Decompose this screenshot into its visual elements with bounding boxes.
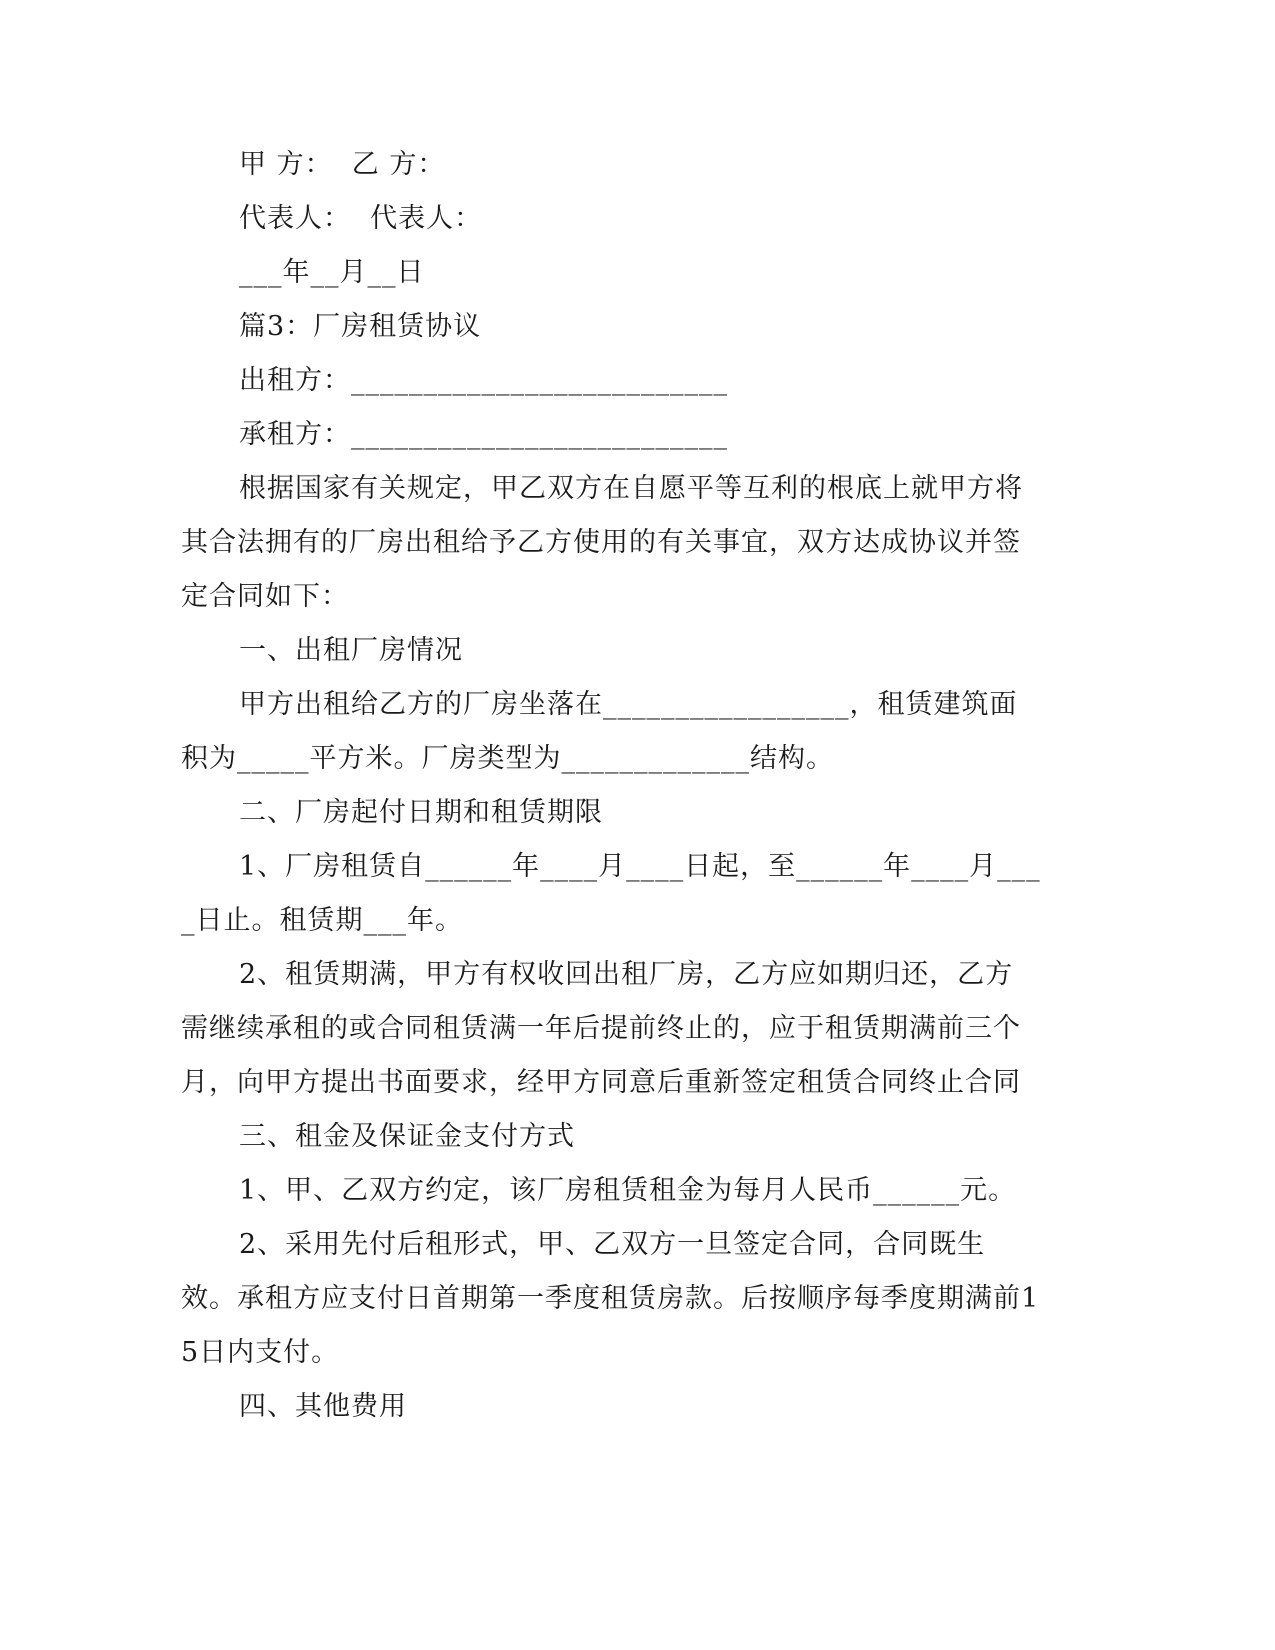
representative-line: 代表人： 代表人： <box>239 203 483 234</box>
section-2-heading: 二、厂房起付日期和租赁期限 <box>239 797 603 828</box>
intro-paragraph: 根据国家有关规定，甲乙双方在自愿平等互利的根底上就甲方将其合法拥有的厂房出租给予乙方使用的有关事宜，双方达成协议并签定合同如下： <box>181 473 1023 612</box>
section-2-item-1: 1、厂房租赁自______年____月____日起，至______年____月____日止。租赁期___年。 <box>181 851 1041 936</box>
agreement-title: 篇3：厂房租赁协议 <box>239 311 482 342</box>
section-2-item-2: 2、租赁期满，甲方有权收回出租厂房，乙方应如期归还，乙方需继续承租的或合同租赁满一年后提前终止的，应于租赁期满前三个月，向甲方提出书面要求，经甲方同意后重新签定租赁合同终止合同 <box>181 959 1021 1098</box>
date-line: ___年__月__日 <box>239 257 425 288</box>
section-1-heading: 一、出租厂房情况 <box>239 635 463 666</box>
section-3-item-1: 1、甲、乙双方约定，该厂房租赁租金为每月人民币______元。 <box>239 1175 1017 1206</box>
section-1-paragraph: 甲方出租给乙方的厂房坐落在_________________，租赁建筑面积为_____平方米。厂房类型为_____________结构。 <box>181 689 1018 774</box>
party-line: 甲 方： 乙 方： <box>239 149 446 180</box>
lessor-line: 出租方：__________________________ <box>239 365 728 396</box>
document-body <box>181 138 1041 1434</box>
section-3-item-2: 2、采用先付后租形式，甲、乙双方一旦签定合同，合同既生效。承租方应支付日首期第一季度租赁房款。后按顺序每季度期满前15日内支付。 <box>181 1229 1040 1368</box>
section-3-heading: 三、租金及保证金支付方式 <box>239 1121 575 1152</box>
lessee-line: 承租方：__________________________ <box>239 419 728 450</box>
section-4-heading: 四、其他费用 <box>239 1391 407 1422</box>
